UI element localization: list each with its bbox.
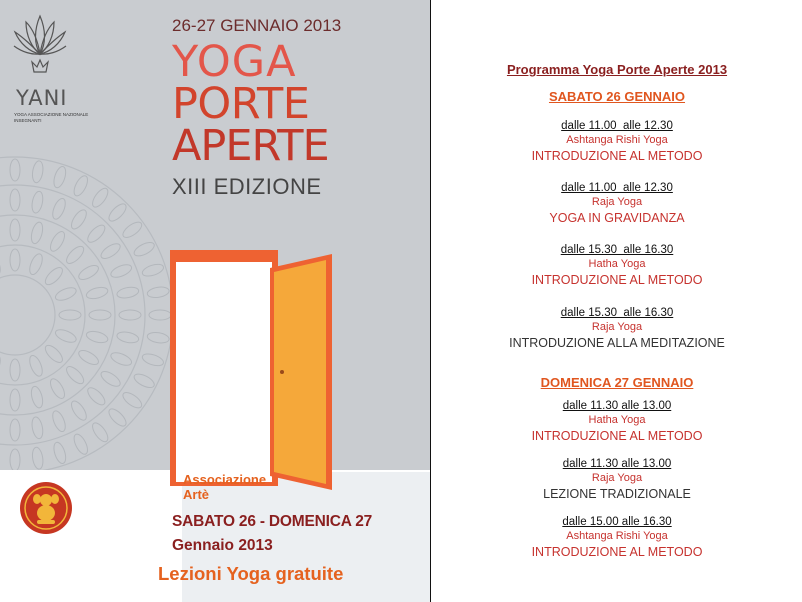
title-aperte: APERTE — [172, 121, 329, 171]
session-time: dalle 15.00 alle 16.30 — [562, 516, 672, 528]
session-item — [432, 399, 802, 444]
logo-name: YANI — [16, 86, 68, 110]
event-dates: 26-27 GENNAIO 2013 — [172, 16, 342, 35]
yani-lotus-logo — [12, 10, 68, 82]
open-door-leaf — [270, 254, 332, 490]
session-item — [432, 181, 802, 226]
session-time: dalle 11.30 alle 13.00 — [562, 400, 672, 412]
session-time: dalle 11.30 alle 13.00 — [562, 458, 672, 470]
day-title-sunday: DOMENICA 27 GENNAIO — [540, 375, 694, 390]
ganesh-logo — [20, 482, 72, 534]
edition-label: XIII EDIZIONE — [172, 174, 322, 199]
session-style: Ashtanga Rishi Yoga — [566, 134, 668, 146]
title-yoga: YOGA — [172, 37, 297, 87]
session-style: Hatha Yoga — [588, 414, 646, 426]
event-days: SABATO 26 - DOMENICA 27 — [172, 513, 373, 530]
session-style: Ashtanga Rishi Yoga — [566, 530, 668, 542]
association-line2: Artè — [183, 487, 210, 502]
session-item — [432, 457, 802, 502]
session-topic: INTRODUZIONE AL METODO — [531, 273, 703, 287]
session-style: Hatha Yoga — [588, 258, 646, 270]
session-style: Raja Yoga — [591, 196, 643, 208]
session-topic: YOGA IN GRAVIDANZA — [549, 211, 685, 225]
session-topic: INTRODUZIONE ALLA MEDITAZIONE — [509, 336, 725, 350]
session-topic: INTRODUZIONE AL METODO — [531, 429, 703, 443]
session-item — [432, 243, 802, 288]
program-title: Programma Yoga Porte Aperte 2013 — [506, 62, 728, 77]
session-topic: LEZIONE TRADIZIONALE — [543, 487, 691, 501]
session-time: dalle 15.30 alle 16.30 — [560, 307, 674, 319]
event-month: Gennaio 2013 — [172, 537, 273, 554]
session-time: dalle 11.00 alle 12.30 — [561, 120, 673, 132]
program-panel — [432, 0, 802, 602]
title-porte: PORTE — [172, 79, 310, 129]
session-topic: INTRODUZIONE AL METODO — [531, 149, 703, 163]
association-line1: Associazione — [183, 472, 267, 487]
session-item — [432, 306, 802, 351]
session-topic: INTRODUZIONE AL METODO — [531, 545, 703, 559]
page-divider — [430, 0, 431, 602]
session-time: dalle 15.30 alle 16.30 — [560, 244, 674, 256]
session-item — [432, 515, 802, 560]
session-item — [432, 119, 802, 164]
association-name — [183, 472, 266, 502]
free-lessons-label: Lezioni Yoga gratuite — [158, 563, 344, 584]
session-style: Raja Yoga — [591, 321, 643, 333]
logo-subtitle: YOGA ASSOCIAZIONE NAZIONALE INSEGNANTI — [14, 112, 89, 123]
day-title-saturday: SABATO 26 GENNAIO — [548, 89, 686, 104]
mandala-ornament — [0, 150, 180, 480]
door-opening — [176, 262, 272, 482]
session-time: dalle 11.00 alle 12.30 — [561, 182, 673, 194]
session-style: Raja Yoga — [591, 472, 643, 484]
